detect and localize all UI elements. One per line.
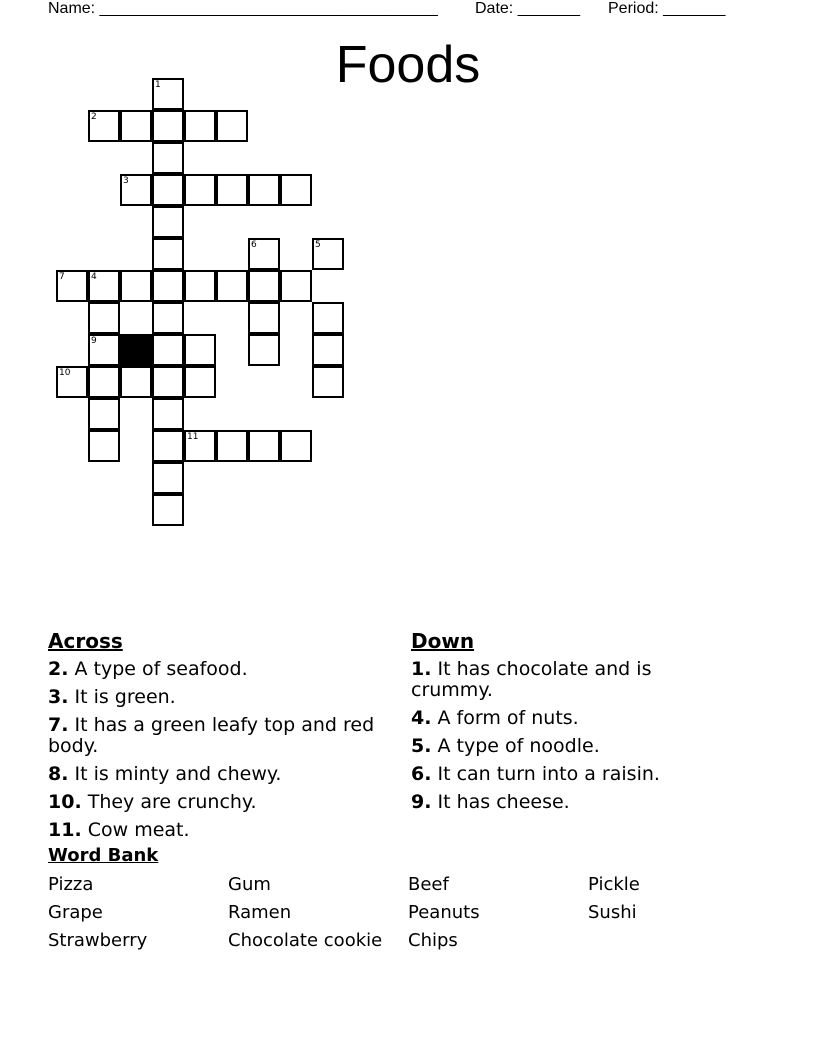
crossword-cell[interactable]	[88, 270, 120, 302]
header	[48, 0, 748, 20]
crossword-cell[interactable]	[88, 398, 120, 430]
across-clue	[48, 715, 378, 757]
crossword-cell[interactable]	[152, 78, 184, 110]
clue-text: It has cheese.	[437, 791, 570, 813]
crossword-cell[interactable]	[248, 334, 280, 366]
crossword-cell[interactable]	[184, 174, 216, 206]
crossword-cell[interactable]	[184, 334, 216, 366]
page-title: Foods	[335, 36, 481, 94]
clue-number: 3.	[48, 686, 69, 708]
crossword-cell[interactable]	[120, 270, 152, 302]
down-heading: Down	[411, 629, 475, 653]
crossword-cell[interactable]	[280, 430, 312, 462]
clue-text: It can turn into a raisin.	[437, 763, 660, 785]
crossword-cell[interactable]	[152, 206, 184, 238]
clue-text: A type of noodle.	[437, 735, 600, 757]
word-bank-item: Strawberry	[48, 930, 148, 951]
clue-number: 8.	[48, 763, 69, 785]
clue-number: 2.	[48, 658, 69, 680]
crossword-cell[interactable]	[56, 270, 88, 302]
crossword-cell[interactable]	[280, 270, 312, 302]
clue-number-label: 3	[123, 176, 129, 186]
clue-text: It has chocolate and is crummy.	[411, 658, 652, 701]
period-field-label[interactable]: Period: _______	[608, 0, 726, 17]
clue-number: 4.	[411, 707, 432, 729]
down-clue	[411, 736, 731, 757]
crossword-cell[interactable]	[120, 366, 152, 398]
crossword-cell[interactable]	[312, 366, 344, 398]
clue-text: It is green.	[74, 686, 176, 708]
crossword-cell[interactable]	[152, 398, 184, 430]
across-clue	[48, 659, 378, 680]
crossword-cell[interactable]	[184, 430, 216, 462]
clue-number: 9.	[411, 791, 432, 813]
crossword-cell[interactable]	[184, 270, 216, 302]
across-clue	[48, 687, 378, 708]
crossword-cell[interactable]	[312, 302, 344, 334]
word-bank-item: Peanuts	[408, 902, 480, 923]
clue-number: 10.	[48, 791, 82, 813]
crossword-cell[interactable]	[88, 334, 120, 366]
crossword-cell[interactable]	[248, 302, 280, 334]
clue-number: 5.	[411, 735, 432, 757]
crossword-cell[interactable]	[312, 334, 344, 366]
word-bank-item: Pickle	[588, 874, 640, 895]
clue-number: 7.	[48, 714, 69, 736]
crossword-cell[interactable]	[152, 494, 184, 526]
clue-number: 6.	[411, 763, 432, 785]
crossword-cell[interactable]	[184, 110, 216, 142]
word-bank-title: Word Bank	[48, 845, 159, 866]
word-bank-item: Beef	[408, 874, 449, 895]
word-bank-item: Ramen	[228, 902, 292, 923]
crossword-cell[interactable]	[120, 174, 152, 206]
crossword-cell[interactable]	[152, 238, 184, 270]
clue-text: Cow meat.	[87, 819, 190, 841]
crossword-cell[interactable]	[184, 366, 216, 398]
clue-number: 1.	[411, 658, 432, 680]
down-clues	[411, 631, 731, 820]
across-clues	[48, 631, 378, 848]
word-bank-item: Chocolate cookie	[228, 930, 383, 951]
clue-number-label: 10	[59, 368, 71, 378]
crossword-cell[interactable]	[152, 270, 184, 302]
across-clue	[48, 764, 378, 785]
clue-number-label: 9	[91, 336, 97, 346]
across-clue	[48, 792, 378, 813]
down-clue	[411, 659, 731, 701]
crossword-cell[interactable]	[216, 174, 248, 206]
crossword-cell[interactable]	[152, 334, 184, 366]
clue-number-label: 7	[59, 272, 65, 282]
down-clue	[411, 792, 731, 813]
crossword-cell[interactable]	[248, 430, 280, 462]
crossword-cell[interactable]	[88, 302, 120, 334]
down-clue	[411, 764, 731, 785]
word-bank-item: Sushi	[588, 902, 637, 923]
crossword-cell[interactable]	[248, 174, 280, 206]
crossword-cell[interactable]	[152, 462, 184, 494]
crossword-cell[interactable]	[248, 270, 280, 302]
name-field-label[interactable]: Name: ______________________________________	[48, 0, 438, 17]
word-bank-item: Gum	[228, 874, 271, 895]
clue-number-label: 6	[251, 240, 257, 250]
crossword-cell[interactable]	[120, 110, 152, 142]
word-bank-item: Chips	[408, 930, 458, 951]
across-heading: Across	[48, 629, 123, 653]
clue-number-label: 4	[91, 272, 97, 282]
crossword-cell[interactable]	[152, 142, 184, 174]
clue-number-label: 2	[91, 112, 97, 122]
crossword-cell[interactable]	[216, 430, 248, 462]
crossword-cell[interactable]	[280, 174, 312, 206]
clue-number-label: 11	[187, 432, 199, 442]
clue-text: They are crunchy.	[87, 791, 257, 813]
blocked-cell	[120, 334, 152, 366]
crossword-cell[interactable]	[152, 174, 184, 206]
crossword-cell[interactable]	[216, 110, 248, 142]
crossword-cell[interactable]	[216, 270, 248, 302]
date-field-label[interactable]: Date: _______	[475, 0, 580, 17]
clue-text: It is minty and chewy.	[74, 763, 282, 785]
clue-text: A form of nuts.	[437, 707, 579, 729]
across-clue	[48, 820, 378, 841]
crossword-cell[interactable]	[88, 430, 120, 462]
crossword-cell[interactable]	[248, 238, 280, 270]
clue-number-label: 1	[155, 80, 161, 90]
word-bank-item: Pizza	[48, 874, 94, 895]
crossword-cell[interactable]	[152, 110, 184, 142]
clue-number-label: 8	[123, 336, 129, 346]
crossword-cell[interactable]	[88, 366, 120, 398]
crossword-cell[interactable]	[312, 238, 344, 270]
crossword-cell[interactable]	[152, 302, 184, 334]
word-bank-item: Grape	[48, 902, 103, 923]
clue-text: It has a green leafy top and red body.	[48, 714, 375, 757]
clue-text: A type of seafood.	[74, 658, 248, 680]
crossword-cell[interactable]	[56, 366, 88, 398]
down-clue	[411, 708, 731, 729]
clue-number-label: 5	[315, 240, 321, 250]
crossword-cell[interactable]	[152, 366, 184, 398]
crossword-cell[interactable]	[88, 110, 120, 142]
clue-number: 11.	[48, 819, 82, 841]
crossword-cell[interactable]	[152, 430, 184, 462]
